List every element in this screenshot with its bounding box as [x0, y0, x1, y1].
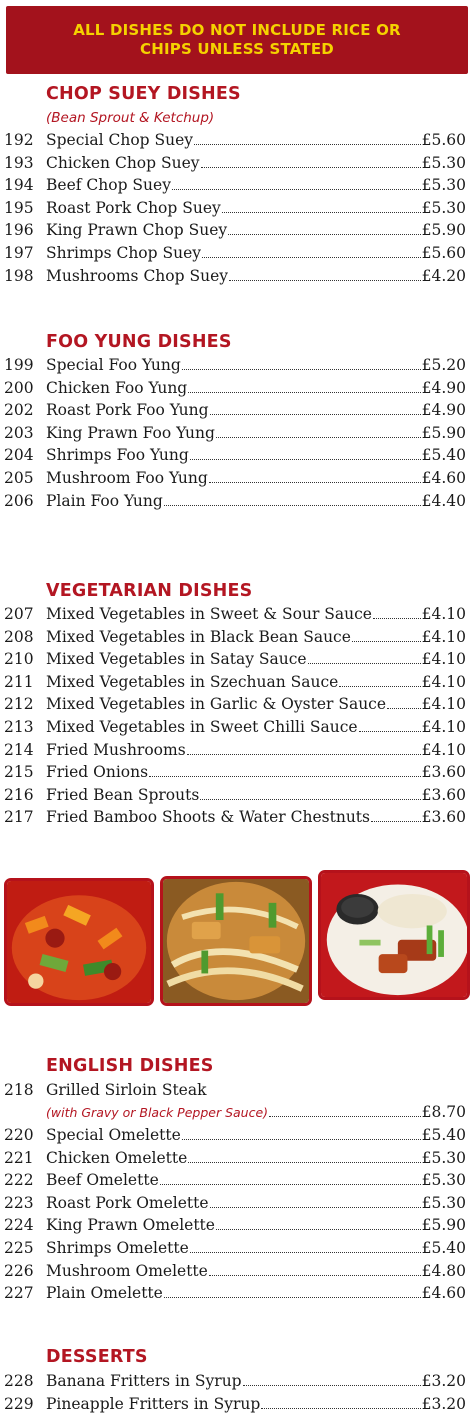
- item-name: King Prawn Omelette: [46, 1216, 215, 1235]
- list-item: [0, 1216, 474, 1239]
- leader-dots: [201, 155, 421, 168]
- item-number: 202: [4, 401, 34, 420]
- item-number: 228: [4, 1372, 34, 1390]
- list-item: [0, 267, 474, 290]
- list-item: [0, 1262, 474, 1285]
- item-price: £5.30: [421, 1148, 466, 1167]
- list-item: [0, 492, 474, 515]
- list-item: [0, 244, 474, 267]
- leader-dots: [160, 1172, 421, 1185]
- list-item: [0, 356, 474, 379]
- item-number: 194: [4, 176, 34, 195]
- list-item: [0, 786, 474, 809]
- food-photos: [0, 866, 474, 1016]
- item-name: Mixed Vegetables in Black Bean Sauce: [46, 627, 351, 646]
- item-price: £4.10: [421, 627, 466, 646]
- item-name: Mixed Vegetables in Sweet & Sour Sauce: [46, 605, 372, 623]
- item-price: £5.40: [421, 446, 466, 465]
- item-name: Beef Chop Suey: [46, 176, 171, 195]
- item-price: £4.60: [421, 1284, 466, 1303]
- item-name: Mushrooms Chop Suey: [46, 266, 228, 285]
- item-number: 221: [4, 1148, 34, 1167]
- list-item: [0, 695, 474, 718]
- item-number: 213: [4, 718, 34, 736]
- item-name: Grilled Sirloin Steak: [46, 1081, 207, 1099]
- item-price: £5.90: [421, 221, 466, 240]
- item-price: £4.10: [421, 695, 466, 714]
- leader-dots: [359, 719, 421, 732]
- item-number: 207: [4, 605, 34, 623]
- item-number: 217: [4, 808, 34, 827]
- item-price: £5.90: [421, 423, 466, 442]
- leader-dots: [202, 245, 421, 258]
- item-price: £3.60: [421, 808, 466, 827]
- item-number: 216: [4, 785, 34, 804]
- item-price: £3.20: [421, 1372, 466, 1390]
- list-item: [0, 1149, 474, 1172]
- list-item: [0, 469, 474, 492]
- list-item: [0, 446, 474, 469]
- list-item: [0, 741, 474, 764]
- foo-yung-heading: FOO YUNG DISHES: [46, 332, 232, 352]
- chop-suey-subtitle: (Bean Sprout & Ketchup): [46, 110, 215, 126]
- duck-pancakes-photo: [318, 870, 470, 1000]
- item-price: £4.10: [421, 605, 466, 623]
- item-number: 222: [4, 1171, 34, 1190]
- list-item: [0, 673, 474, 696]
- list-item: [0, 1372, 474, 1395]
- item-price: £5.30: [421, 198, 466, 217]
- leader-dots: [164, 1285, 421, 1298]
- leader-dots: [269, 1104, 421, 1117]
- leader-dots: [216, 425, 421, 438]
- item-price: £4.20: [421, 266, 466, 285]
- chop-suey-heading: CHOP SUEY DISHES: [46, 84, 241, 104]
- item-name: Plain Omelette: [46, 1284, 163, 1303]
- item-number: 197: [4, 244, 34, 262]
- item-number: 206: [4, 491, 34, 510]
- list-item: [0, 808, 474, 831]
- leader-dots: [172, 177, 421, 190]
- list-item: [0, 1126, 474, 1149]
- list-item: [0, 1171, 474, 1194]
- item-price: £4.80: [421, 1261, 466, 1280]
- item-price: £5.30: [421, 153, 466, 172]
- item-price: £4.10: [421, 718, 466, 736]
- item-number: 205: [4, 469, 34, 487]
- item-number: 199: [4, 356, 34, 374]
- leader-dots: [164, 493, 421, 506]
- leader-dots: [222, 200, 421, 213]
- item-name: Fried Bamboo Shoots & Water Chestnuts: [46, 808, 370, 827]
- item-number: 193: [4, 153, 34, 172]
- leader-dots: [182, 1127, 421, 1140]
- item-number: 195: [4, 198, 34, 217]
- item-price: £5.20: [421, 356, 466, 374]
- list-item: [0, 1081, 474, 1104]
- item-number: 215: [4, 763, 34, 782]
- list-item: [0, 131, 474, 154]
- item-number: 200: [4, 378, 34, 397]
- leader-dots: [149, 764, 421, 777]
- item-price: £3.60: [421, 763, 466, 782]
- item-number: 203: [4, 423, 34, 442]
- leader-dots: [200, 787, 420, 800]
- item-name: Chicken Chop Suey: [46, 153, 200, 172]
- leader-dots: [182, 357, 421, 370]
- item-name: Roast Pork Foo Yung: [46, 401, 209, 420]
- desserts-heading: DESSERTS: [46, 1347, 148, 1367]
- item-price: £4.90: [421, 401, 466, 420]
- item-name: Fried Bean Sprouts: [46, 785, 200, 804]
- item-name: Fried Onions: [46, 763, 149, 782]
- list-item: [0, 763, 474, 786]
- leader-dots: [187, 742, 421, 755]
- list-item-note: [0, 1103, 474, 1126]
- sweet-sour-photo: [4, 878, 154, 1006]
- item-name: Chicken Omelette: [46, 1148, 188, 1167]
- item-number: 214: [4, 740, 34, 759]
- item-name: Special Foo Yung: [46, 356, 181, 374]
- item-price: £4.90: [421, 378, 466, 397]
- item-price: £8.70: [421, 1103, 466, 1121]
- item-number: 229: [4, 1394, 34, 1413]
- item-number: 211: [4, 672, 34, 691]
- list-item: [0, 650, 474, 673]
- leader-dots: [194, 132, 421, 145]
- item-price: £3.20: [421, 1394, 466, 1413]
- list-item: [0, 154, 474, 177]
- item-number: 227: [4, 1284, 34, 1303]
- item-name: Beef Omelette: [46, 1171, 159, 1190]
- item-name: Roast Pork Chop Suey: [46, 198, 221, 217]
- item-price: £4.60: [421, 469, 466, 487]
- item-number: 223: [4, 1193, 34, 1212]
- item-number: 212: [4, 695, 34, 714]
- item-price: £4.10: [421, 650, 466, 669]
- item-name: Special Chop Suey: [46, 131, 194, 149]
- banner-line-2: CHIPS UNLESS STATED: [140, 40, 334, 58]
- item-number: 225: [4, 1239, 34, 1257]
- item-price: £5.90: [421, 1216, 466, 1235]
- leader-dots: [209, 470, 421, 483]
- list-item: [0, 1239, 474, 1262]
- item-name: Mixed Vegetables in Satay Sauce: [46, 650, 307, 669]
- leader-dots: [190, 447, 421, 460]
- leader-dots: [228, 222, 420, 235]
- item-number: 224: [4, 1216, 34, 1235]
- item-name: Fried Mushrooms: [46, 740, 186, 759]
- item-number: 196: [4, 221, 34, 240]
- item-number: 226: [4, 1261, 34, 1280]
- item-name: Mixed Vegetables in Garlic & Oyster Sauce: [46, 695, 387, 714]
- list-item: [0, 605, 474, 628]
- leader-dots: [210, 402, 421, 415]
- item-name: Roast Pork Omelette: [46, 1193, 209, 1212]
- item-price: £4.40: [421, 491, 466, 510]
- item-name: Pineapple Fritters in Syrup: [46, 1394, 261, 1413]
- leader-dots: [261, 1396, 420, 1409]
- item-price: £5.40: [421, 1126, 466, 1144]
- leader-dots: [373, 606, 421, 619]
- item-name: Mushroom Foo Yung: [46, 469, 208, 487]
- item-name: Mixed Vegetables in Sweet Chilli Sauce: [46, 718, 358, 736]
- vegetarian-heading: VEGETARIAN DISHES: [46, 581, 253, 601]
- banner-line-1: ALL DISHES DO NOT INCLUDE RICE OR: [73, 21, 401, 39]
- list-item: [0, 401, 474, 424]
- item-name: Plain Foo Yung: [46, 491, 163, 510]
- leader-dots: [188, 380, 420, 393]
- leader-dots: [371, 809, 421, 822]
- item-number: 204: [4, 446, 34, 465]
- item-name: Shrimps Chop Suey: [46, 244, 202, 262]
- item-price: £5.60: [421, 131, 466, 149]
- leader-dots: [243, 1373, 421, 1386]
- list-item: [0, 176, 474, 199]
- list-item: [0, 221, 474, 244]
- leader-dots: [216, 1217, 421, 1230]
- list-item: [0, 424, 474, 447]
- item-number: 218: [4, 1081, 34, 1099]
- list-item: [0, 199, 474, 222]
- list-item: [0, 628, 474, 651]
- english-heading: ENGLISH DISHES: [46, 1056, 214, 1076]
- item-price: £5.30: [421, 1193, 466, 1212]
- item-name: Mixed Vegetables in Szechuan Sauce: [46, 672, 339, 691]
- leader-dots: [188, 1150, 420, 1163]
- item-price: £4.10: [421, 740, 466, 759]
- noodles-photo: [160, 876, 312, 1006]
- list-item: [0, 1395, 474, 1418]
- item-name: Shrimps Omelette: [46, 1239, 189, 1257]
- item-number: 198: [4, 266, 34, 285]
- item-name: Special Omelette: [46, 1126, 181, 1144]
- item-number: 220: [4, 1126, 34, 1144]
- item-price: £5.60: [421, 244, 466, 262]
- leader-dots: [387, 696, 421, 709]
- list-item: [0, 1194, 474, 1217]
- leader-dots: [210, 1195, 421, 1208]
- item-name: King Prawn Foo Yung: [46, 423, 215, 442]
- leader-dots: [352, 629, 421, 642]
- item-number: 192: [4, 131, 34, 149]
- list-item: [0, 718, 474, 741]
- item-price: £5.30: [421, 1171, 466, 1190]
- item-price: £5.30: [421, 176, 466, 195]
- list-item: [0, 1284, 474, 1307]
- leader-dots: [209, 1263, 421, 1276]
- item-number: 208: [4, 627, 34, 646]
- leader-dots: [229, 268, 421, 281]
- leader-dots: [308, 651, 421, 664]
- item-price: £3.60: [421, 785, 466, 804]
- item-price: £4.10: [421, 672, 466, 691]
- item-price: £5.40: [421, 1239, 466, 1257]
- item-name: Mushroom Omelette: [46, 1261, 208, 1280]
- item-name: King Prawn Chop Suey: [46, 221, 228, 240]
- leader-dots: [190, 1240, 421, 1253]
- leader-dots: [339, 674, 420, 687]
- item-name: Banana Fritters in Syrup: [46, 1372, 242, 1390]
- item-name: Chicken Foo Yung: [46, 378, 188, 397]
- list-item: [0, 379, 474, 402]
- item-number: 210: [4, 650, 34, 669]
- item-name: Shrimps Foo Yung: [46, 446, 189, 465]
- info-banner: [6, 6, 468, 74]
- item-note: (with Gravy or Black Pepper Sauce): [46, 1105, 269, 1120]
